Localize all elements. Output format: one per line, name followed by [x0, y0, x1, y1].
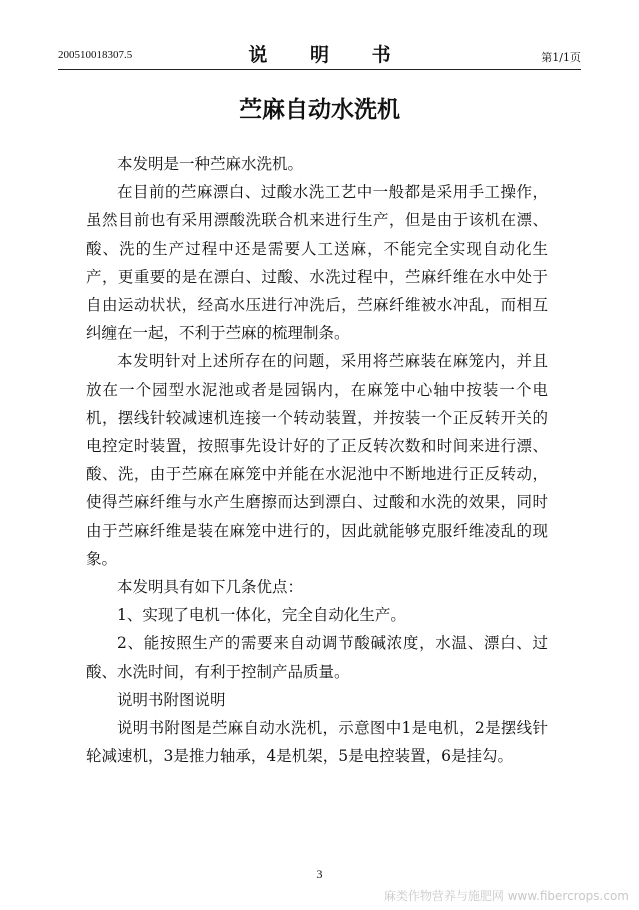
header-divider [58, 69, 581, 70]
document-number: 200510018307.5 [58, 49, 133, 61]
page-number: 3 [316, 867, 323, 881]
paragraph: 本发明具有如下几条优点： [117, 578, 304, 597]
paragraph: 本发明针对上述所存在的问题，采用将苎麻装在麻笼内，并且放在一个园型水泥池或者是园锅内，在麻笼中心轴中按装一个电机，摆线针较减速机连接一个转动装置，并按装一个正反转开关的电控定时装置，按照事先设计好的了正反转次数和时间来进行漂、酸、洗，由于苎麻在麻笼中并能在水泥池中不断地进行正反转动，使得苎麻纤维与水产生磨擦而达到漂白、过酸和水洗的效果，同时由于苎麻纤维是装在麻笼中进行的，因此就能够克服纤维凌乱的现象。 [86, 352, 548, 568]
document-title: 苎麻自动水洗机 [239, 97, 400, 123]
paragraph: 说明书附图说明 [117, 690, 226, 709]
paragraph: 本发明是一种苎麻水洗机。 [117, 155, 304, 173]
paragraph: 说明书附图是苎麻自动水洗机，示意图中1是电机，2是摆线针轮减速机，3是推力轴承，4是机架，5是电控装置，6是挂勾。 [86, 719, 548, 766]
document-type: 说 明 书 [248, 44, 409, 66]
paragraph: 2、能按照生产的需要来自动调节酸碱浓度，水温、漂白、过酸、水洗时间，有利于控制产品质量。 [86, 634, 548, 681]
document-body [86, 150, 548, 770]
paragraph: 在目前的苎麻漂白、过酸水洗工艺中一般都是采用手工操作，虽然目前也有采用漂酸洗联合机来进行生产，但是由于该机在漂、酸、洗的生产过程中还是需要人工送麻，不能完全实现自动化生产，更重要的是在漂白、过酸、水洗过程中，苎麻纤维在水中处于自由运动状状，经高水压进行冲洗后，苎麻纤维被水冲乱，而相互纠缠在一起，不利于苎麻的梳理制条。 [86, 183, 548, 343]
paragraph: 1、实现了电机一体化，完全自动化生产。 [117, 606, 406, 625]
watermark: 麻类作物营养与施肥网 www.fibercrops.com [383, 889, 629, 903]
page-label: 第1/1页 [541, 51, 581, 64]
